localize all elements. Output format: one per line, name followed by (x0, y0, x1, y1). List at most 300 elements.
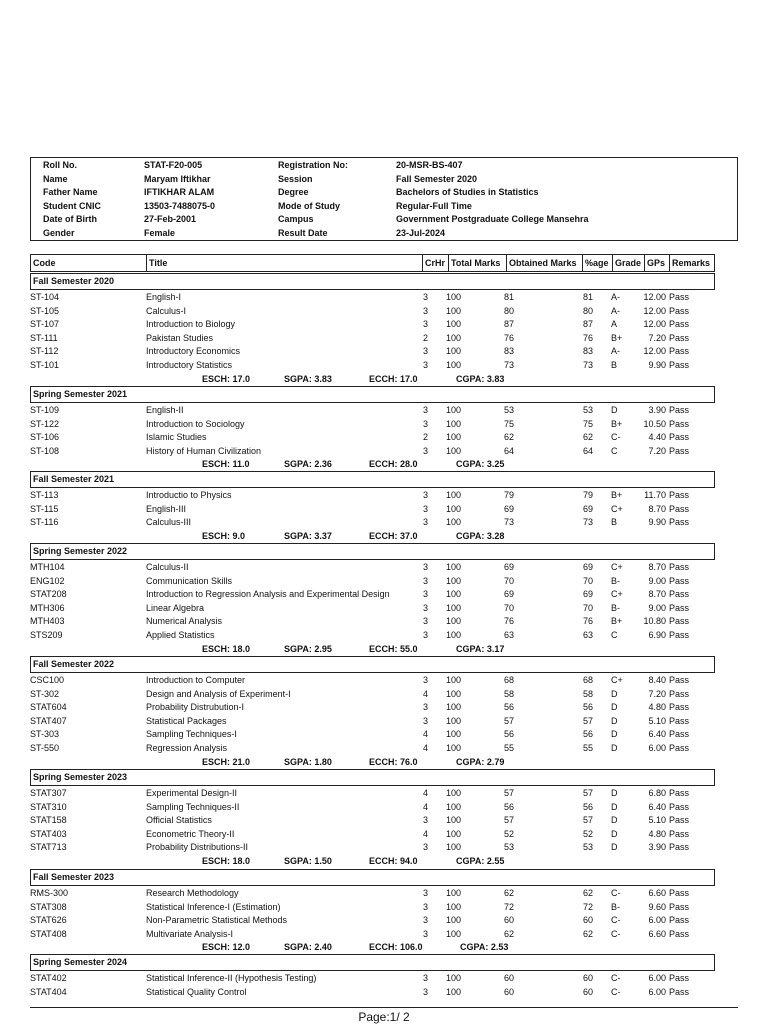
cell-grade: A- (611, 346, 620, 357)
cell-remarks: Pass (669, 405, 690, 415)
cell-total-marks: 100 (446, 418, 462, 429)
table-row (30, 332, 720, 345)
info-label: Date of Birth (43, 214, 97, 224)
cell-title: Sampling Techniques-I (146, 729, 237, 740)
summary-cgpa: CGPA: 2.79 (456, 756, 505, 767)
cell-title: Multivariate Analysis-I (146, 928, 234, 939)
cell-crhr: 4 (422, 788, 428, 798)
page-number: Page:1/ 2 (358, 1010, 410, 1024)
table-row (30, 972, 720, 985)
summary-cgpa: CGPA: 2.53 (460, 942, 509, 953)
cell-title: Introduction to Sociology (146, 418, 245, 429)
cell-grade: C+ (611, 503, 623, 514)
cell-obtained-marks: 62 (504, 432, 515, 443)
cell-code: MTH403 (30, 616, 65, 627)
cell-grade: C- (611, 928, 621, 939)
cell-remarks: Pass (669, 292, 690, 302)
info-value: 27-Feb-2001 (144, 214, 197, 224)
cell-grade: D (611, 729, 618, 740)
cell-percentage: 73 (582, 517, 593, 528)
cell-remarks: Pass (669, 432, 690, 443)
cell-code: ST-101 (30, 360, 60, 370)
cell-percentage: 60 (582, 915, 593, 926)
cell-percentage: 57 (582, 788, 593, 798)
table-row (30, 318, 720, 331)
cell-gps: 4.80 (648, 702, 666, 713)
cell-obtained-marks: 62 (504, 888, 515, 898)
cell-crhr: 3 (422, 575, 428, 586)
table-row (30, 715, 720, 728)
cell-remarks: Pass (669, 928, 690, 939)
info-label: Mode of Study (278, 200, 340, 211)
cell-obtained-marks: 60 (504, 986, 515, 997)
table-row (30, 914, 720, 927)
summary-esch: ESCH: 17.0 (202, 373, 251, 384)
cell-code: STAT408 (30, 928, 67, 939)
cell-gps: 6.80 (648, 788, 666, 798)
cell-grade: B- (611, 602, 620, 613)
semester-summary (30, 855, 720, 867)
cell-percentage: 69 (582, 503, 593, 514)
cell-crhr: 3 (422, 503, 428, 514)
cell-title: Experimental Design-II (146, 788, 238, 798)
cell-grade: C- (611, 973, 621, 983)
cell-total-marks: 100 (446, 688, 462, 699)
semester-summary (30, 458, 720, 470)
cell-code: STAT626 (30, 915, 67, 926)
cell-code: ST-108 (30, 445, 60, 456)
cell-title: Statistical Packages (146, 715, 227, 726)
cell-grade: C- (611, 986, 621, 997)
cell-remarks: Pass (669, 743, 690, 753)
cell-gps: 12.00 (643, 305, 666, 316)
cell-percentage: 56 (582, 702, 593, 713)
cell-total-marks: 100 (446, 928, 462, 939)
summary-ecch: ECCH: 28.0 (369, 459, 418, 470)
summary-ecch: ECCH: 55.0 (369, 643, 418, 654)
cell-remarks: Pass (669, 675, 690, 685)
cell-gps: 6.00 (648, 915, 666, 926)
info-row (31, 159, 737, 172)
table-row (30, 787, 720, 800)
cell-total-marks: 100 (446, 702, 462, 713)
cell-grade: C- (611, 432, 621, 443)
table-row (30, 928, 720, 941)
cell-gps: 6.40 (648, 801, 666, 812)
cell-percentage: 76 (582, 616, 593, 627)
cell-grade: C (611, 630, 618, 640)
cell-gps: 3.90 (648, 405, 666, 415)
cell-crhr: 4 (422, 743, 428, 753)
cell-code: MTH306 (30, 602, 65, 613)
cell-percentage: 56 (582, 729, 593, 740)
info-label: Session (278, 173, 313, 184)
info-label: Result Date (278, 227, 328, 238)
cell-title: Islamic Studies (146, 432, 207, 443)
cell-total-marks: 100 (446, 445, 462, 456)
col-obtained-marks: Obtained Marks (506, 255, 582, 271)
table-row (30, 305, 720, 318)
cell-grade: B- (611, 901, 620, 912)
summary-ecch: ECCH: 17.0 (369, 373, 418, 384)
info-value: Maryam Iftikhar (144, 173, 211, 184)
cell-gps: 6.90 (648, 630, 666, 640)
cell-grade: C- (611, 888, 621, 898)
cell-grade: D (611, 801, 618, 812)
cell-grade: C+ (611, 675, 623, 685)
cell-gps: 4.40 (648, 432, 666, 443)
table-row (30, 701, 720, 714)
cell-gps: 4.80 (648, 828, 666, 839)
cell-title: Introductio to Physics (146, 490, 232, 500)
cell-code: ST-106 (30, 432, 60, 443)
cell-gps: 12.00 (643, 292, 666, 302)
summary-esch: ESCH: 18.0 (202, 856, 251, 866)
cell-grade: A (611, 319, 618, 330)
cell-crhr: 3 (422, 915, 428, 926)
cell-percentage: 72 (582, 901, 593, 912)
cell-obtained-marks: 81 (504, 292, 515, 302)
cell-percentage: 69 (582, 589, 593, 600)
cell-gps: 8.40 (648, 675, 666, 685)
summary-sgpa: SGPA: 1.50 (284, 856, 332, 866)
cell-grade: A- (611, 305, 620, 316)
col-remarks: Remarks (669, 255, 716, 271)
cell-obtained-marks: 62 (504, 928, 515, 939)
table-row (30, 345, 720, 358)
cell-gps: 12.00 (643, 319, 666, 330)
cell-crhr: 3 (422, 675, 428, 685)
summary-cgpa: CGPA: 3.28 (456, 530, 505, 541)
table-row (30, 742, 720, 755)
cell-code: ST-116 (30, 517, 59, 528)
summary-ecch: ECCH: 94.0 (369, 856, 418, 866)
cell-percentage: 70 (582, 575, 593, 586)
cell-obtained-marks: 80 (504, 305, 515, 316)
summary-esch: ESCH: 9.0 (202, 530, 246, 541)
semester-heading: Spring Semester 2024 (30, 954, 715, 971)
cell-grade: C- (611, 915, 621, 926)
summary-ecch: ECCH: 106.0 (369, 942, 423, 953)
table-row (30, 418, 720, 431)
cell-obtained-marks: 53 (504, 405, 515, 415)
summary-esch: ESCH: 18.0 (202, 643, 251, 654)
cell-percentage: 87 (582, 319, 593, 330)
cell-code: STAT403 (30, 828, 67, 839)
cell-total-marks: 100 (446, 888, 462, 898)
cell-percentage: 75 (582, 418, 593, 429)
cell-crhr: 3 (422, 405, 428, 415)
table-row (30, 629, 720, 642)
info-value: Female (144, 227, 176, 238)
cell-percentage: 62 (582, 928, 593, 939)
summary-esch: ESCH: 11.0 (202, 459, 250, 470)
cell-remarks: Pass (669, 575, 690, 586)
info-row (31, 186, 737, 199)
col-title: Title (146, 255, 422, 271)
table-row (30, 901, 720, 914)
cell-crhr: 3 (422, 360, 428, 370)
cell-grade: B+ (611, 490, 623, 500)
cell-total-marks: 100 (446, 973, 462, 983)
cell-gps: 5.10 (648, 715, 666, 726)
cell-crhr: 4 (422, 729, 428, 740)
cell-code: STAT407 (30, 715, 67, 726)
cell-code: ST-111 (30, 332, 58, 343)
cell-title: Official Statistics (146, 815, 212, 826)
cell-code: ST-112 (30, 346, 59, 357)
cell-code: STAT310 (30, 801, 67, 812)
cell-percentage: 55 (582, 743, 593, 753)
info-row (31, 227, 737, 240)
cell-code: RMS-300 (30, 888, 69, 898)
info-label: Registration No: (278, 160, 349, 170)
cell-grade: D (611, 688, 618, 699)
cell-title: Applied Statistics (146, 630, 215, 640)
info-label: Father Name (43, 187, 98, 197)
cell-title: Calculus-I (146, 305, 187, 316)
cell-title: Statistical Quality Control (146, 986, 247, 997)
cell-obtained-marks: 69 (504, 562, 515, 572)
cell-gps: 6.40 (648, 729, 666, 740)
col-code: Code (33, 258, 56, 268)
cell-total-marks: 100 (446, 405, 462, 415)
cell-remarks: Pass (669, 688, 690, 699)
cell-total-marks: 100 (446, 729, 462, 740)
table-row (30, 986, 720, 999)
cell-gps: 9.90 (648, 517, 666, 528)
cell-gps: 7.20 (648, 445, 666, 456)
cell-title: English-I (146, 292, 182, 302)
cell-code: ST-109 (30, 405, 60, 415)
cell-remarks: Pass (669, 986, 690, 997)
cell-percentage: 60 (582, 986, 593, 997)
cell-percentage: 60 (582, 973, 593, 983)
cell-total-marks: 100 (446, 815, 462, 826)
table-row (30, 359, 720, 372)
info-value: Regular-Full Time (396, 200, 472, 211)
cell-crhr: 3 (422, 445, 428, 456)
cell-total-marks: 100 (446, 828, 462, 839)
cell-grade: D (611, 702, 618, 713)
cell-remarks: Pass (669, 305, 690, 316)
cell-title: Design and Analysis of Experiment-I (146, 688, 291, 699)
cell-title: Statistical Inference-I (Estimation) (146, 901, 281, 912)
cell-grade: A- (611, 292, 620, 302)
cell-crhr: 3 (422, 986, 428, 997)
cell-total-marks: 100 (446, 602, 462, 613)
info-value: Government Postgraduate College Mansehra (396, 214, 589, 224)
cell-grade: D (611, 828, 618, 839)
cell-percentage: 58 (582, 688, 593, 699)
cell-total-marks: 100 (446, 986, 462, 997)
cell-gps: 9.00 (648, 575, 666, 586)
cell-total-marks: 100 (446, 743, 462, 753)
footer-rule (30, 1007, 738, 1008)
cell-total-marks: 100 (446, 675, 462, 685)
cell-grade: B+ (611, 332, 623, 343)
cell-grade: D (611, 788, 618, 798)
cell-obtained-marks: 58 (504, 688, 515, 699)
cell-title: Introduction to Regression Analysis and Experimental Design (146, 589, 390, 600)
cell-grade: B (611, 360, 618, 370)
cell-remarks: Pass (669, 715, 690, 726)
cell-code: ST-302 (30, 688, 60, 699)
cell-percentage: 52 (582, 828, 593, 839)
summary-ecch: ECCH: 37.0 (369, 530, 418, 541)
cell-obtained-marks: 69 (504, 503, 515, 514)
cell-remarks: Pass (669, 418, 690, 429)
cell-remarks: Pass (669, 915, 690, 926)
cell-gps: 8.70 (648, 503, 666, 514)
cell-crhr: 3 (422, 616, 428, 627)
cell-gps: 6.60 (648, 928, 666, 939)
cell-grade: C+ (611, 589, 623, 600)
cell-code: ST-303 (30, 729, 60, 740)
cell-total-marks: 100 (446, 490, 462, 500)
info-row (31, 200, 737, 213)
table-row (30, 615, 720, 628)
cell-code: MTH104 (30, 562, 65, 572)
cell-crhr: 3 (422, 973, 428, 983)
semester-summary (30, 530, 720, 542)
cell-crhr: 3 (422, 630, 428, 640)
cell-crhr: 4 (422, 828, 428, 839)
cell-crhr: 3 (422, 815, 428, 826)
cell-crhr: 4 (422, 801, 428, 812)
cell-gps: 6.60 (648, 888, 666, 898)
cell-crhr: 3 (422, 589, 428, 600)
cell-gps: 12.00 (643, 346, 666, 357)
cell-remarks: Pass (669, 973, 690, 983)
semester-heading: Spring Semester 2023 (30, 769, 715, 786)
info-value: Bachelors of Studies in Statistics (396, 187, 539, 197)
cell-total-marks: 100 (446, 575, 462, 586)
cell-title: English-III (146, 503, 187, 514)
cell-total-marks: 100 (446, 517, 462, 528)
table-row (30, 561, 720, 574)
cell-code: ENG102 (30, 575, 65, 586)
semester-heading: Fall Semester 2020 (30, 273, 715, 290)
cell-code: CSC100 (30, 675, 65, 685)
info-row (31, 213, 737, 226)
cell-crhr: 3 (422, 517, 428, 528)
cell-obtained-marks: 73 (504, 517, 515, 528)
cell-percentage: 83 (582, 346, 593, 357)
cell-crhr: 3 (422, 928, 428, 939)
cell-crhr: 3 (422, 888, 428, 898)
cell-title: Introductory Economics (146, 346, 241, 357)
cell-remarks: Pass (669, 346, 690, 357)
table-row (30, 489, 720, 502)
cell-percentage: 57 (582, 815, 593, 826)
cell-gps: 6.00 (648, 743, 666, 753)
table-row (30, 404, 720, 417)
cell-obtained-marks: 75 (504, 418, 515, 429)
cell-grade: D (611, 815, 618, 826)
cell-obtained-marks: 79 (504, 490, 515, 500)
cell-remarks: Pass (669, 630, 690, 640)
info-row (31, 173, 737, 186)
cell-total-marks: 100 (446, 801, 462, 812)
cell-percentage: 53 (582, 842, 593, 853)
cell-code: ST-115 (30, 503, 59, 514)
cell-crhr: 3 (422, 702, 428, 713)
info-value: 13503-7488075-0 (144, 200, 216, 211)
table-row (30, 841, 720, 854)
summary-sgpa: SGPA: 2.36 (284, 459, 332, 470)
cell-obtained-marks: 87 (504, 319, 515, 330)
semester-summary (30, 941, 720, 953)
summary-cgpa: CGPA: 2.55 (456, 856, 505, 866)
info-value: STAT-F20-005 (144, 160, 203, 170)
cell-obtained-marks: 73 (504, 360, 515, 370)
cell-remarks: Pass (669, 888, 690, 898)
cell-remarks: Pass (669, 445, 690, 456)
cell-total-marks: 100 (446, 562, 462, 572)
table-row (30, 814, 720, 827)
cell-gps: 9.00 (648, 602, 666, 613)
cell-title: Probability Distrubution-I (146, 702, 245, 713)
cell-grade: B (611, 517, 618, 528)
table-row (30, 801, 720, 814)
cell-title: Introduction to Computer (146, 675, 246, 685)
cell-title: Communication Skills (146, 575, 233, 586)
cell-percentage: 62 (582, 432, 593, 443)
table-header (30, 254, 715, 272)
cell-percentage: 56 (582, 801, 593, 812)
info-value: Fall Semester 2020 (396, 173, 478, 184)
cell-obtained-marks: 57 (504, 715, 515, 726)
cell-grade: C (611, 445, 618, 456)
cell-percentage: 76 (582, 332, 593, 343)
cell-total-marks: 100 (446, 305, 462, 316)
info-value: 23-Jul-2024 (396, 227, 446, 238)
cell-title: Numerical Analysis (146, 616, 223, 627)
cell-crhr: 3 (422, 319, 428, 330)
table-row (30, 445, 720, 458)
table-row (30, 516, 720, 529)
cell-code: ST-122 (30, 418, 60, 429)
summary-sgpa: SGPA: 3.37 (284, 530, 332, 541)
cell-title: Regression Analysis (146, 743, 228, 753)
cell-remarks: Pass (669, 616, 690, 627)
cell-obtained-marks: 70 (504, 575, 515, 586)
cell-crhr: 4 (422, 688, 428, 699)
cell-obtained-marks: 60 (504, 973, 515, 983)
cell-total-marks: 100 (446, 842, 462, 853)
cell-gps: 9.60 (648, 901, 666, 912)
cell-obtained-marks: 57 (504, 815, 515, 826)
cell-percentage: 81 (582, 292, 593, 302)
table-row (30, 291, 720, 304)
cell-gps: 8.70 (648, 562, 666, 572)
cell-total-marks: 100 (446, 360, 462, 370)
cell-grade: B+ (611, 418, 623, 429)
cell-total-marks: 100 (446, 319, 462, 330)
semester-summary (30, 643, 720, 655)
cell-total-marks: 100 (446, 715, 462, 726)
cell-total-marks: 100 (446, 292, 462, 302)
table-row (30, 575, 720, 588)
cell-code: ST-105 (30, 305, 60, 316)
cell-remarks: Pass (669, 828, 690, 839)
cell-title: English-II (146, 405, 184, 415)
summary-esch: ESCH: 21.0 (202, 756, 251, 767)
cell-code: ST-107 (30, 319, 60, 330)
cell-total-marks: 100 (446, 503, 462, 514)
cell-total-marks: 100 (446, 589, 462, 600)
